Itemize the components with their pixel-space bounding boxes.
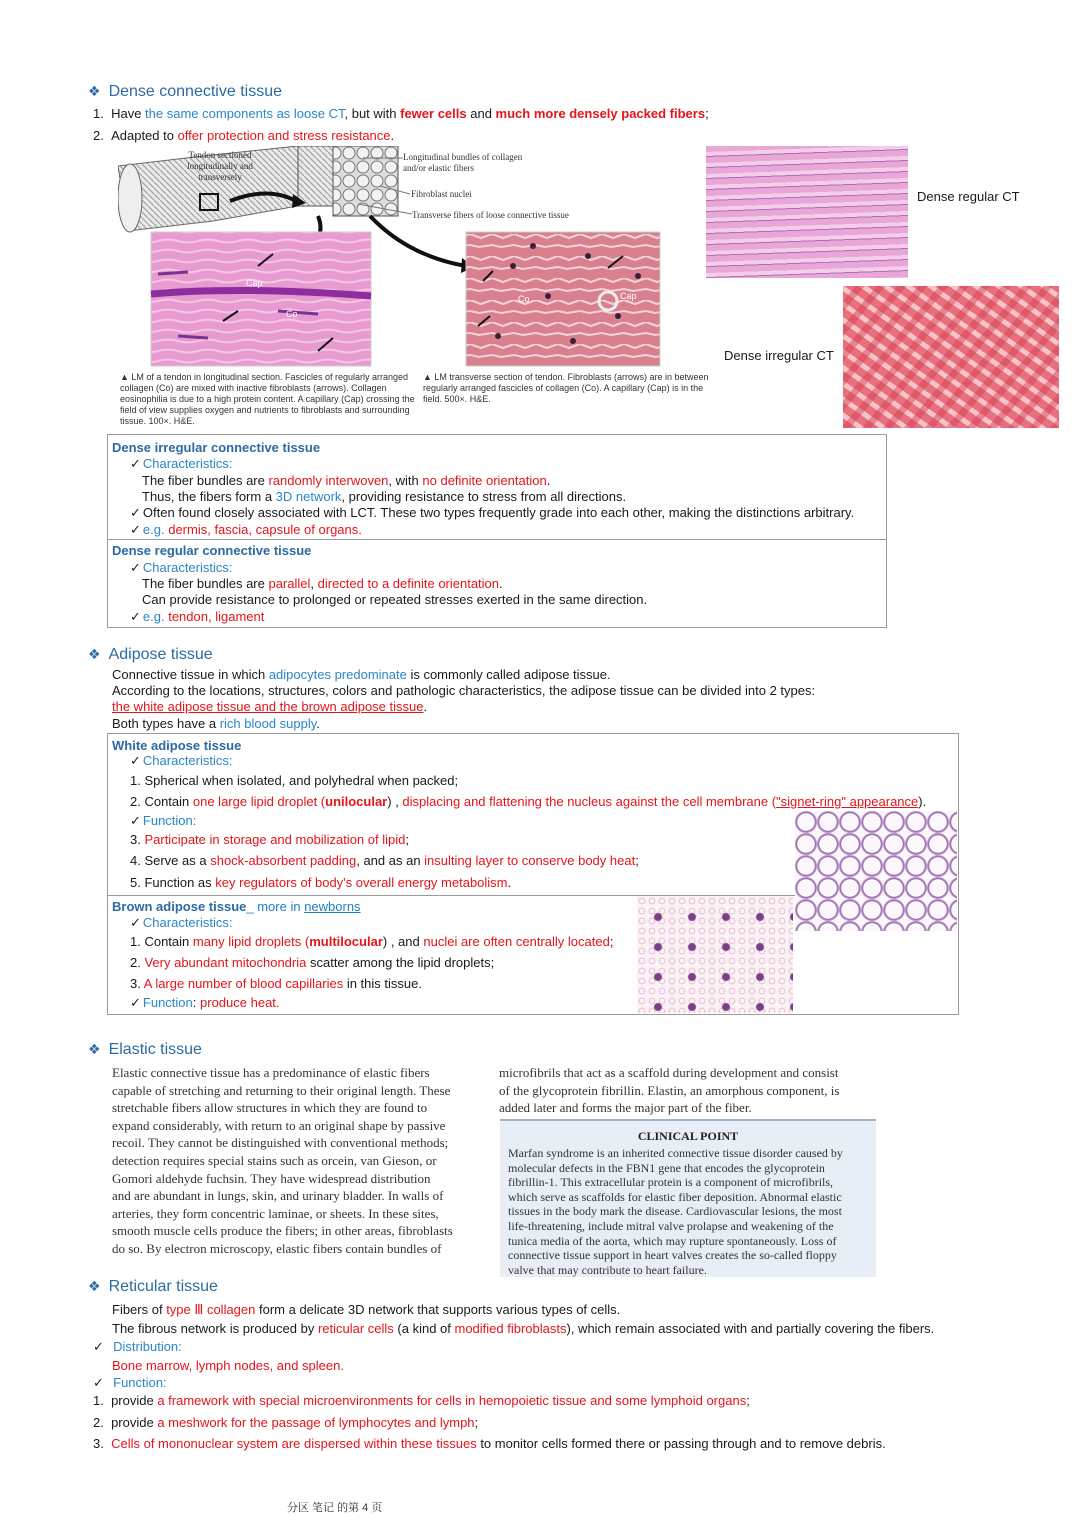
label-dense-regular: Dense regular CT — [917, 189, 1020, 204]
checkmark-icon: ✓ — [130, 505, 141, 520]
tag-cap-left: Cap — [246, 278, 263, 288]
reticular-dist-value: Bone marrow, lymph nodes, and spleen. — [112, 1358, 344, 1373]
white-i3: 3. Participate in storage and mobilization of lipid; — [130, 832, 409, 847]
checkmark-icon: ✓ — [93, 1375, 104, 1390]
dense-regular-title: Dense regular connective tissue — [112, 543, 312, 558]
label-tendon: Tendon sectioned longitudinally and transversely — [187, 150, 253, 182]
diamond-bullet-icon: ❖ — [88, 1278, 101, 1294]
brown-adipose-title: Brown adipose tissue_ more in newborns — [112, 899, 361, 914]
dense-irregular-title: Dense irregular connective tissue — [112, 440, 321, 455]
reticular-f2: 2. provide a meshwork for the passage of lymphocytes and lymph; — [93, 1415, 479, 1430]
adipose-l1: Connective tissue in which adipocytes predominate is commonly called adipose tissue. — [112, 667, 611, 682]
checkmark-icon: ✓ — [130, 609, 141, 624]
white-adipose-title: White adipose tissue — [112, 738, 242, 753]
checkmark-icon: ✓ — [130, 560, 141, 575]
dense-irregular-l3: ✓ Often found closely associated with LCT. These two types frequently grade into each other, making the distinctions arbitrary. — [130, 505, 855, 520]
label-collagen-bundles: Longitudinal bundles of collagen and/or elastic fibers — [403, 152, 523, 173]
brown-i2: 2. Very abundant mitochondria scatter among the lipid droplets; — [130, 955, 495, 970]
dense-point-1: 1. Have the same components as loose CT, but with fewer cells and much more densely packed fibers; — [93, 106, 709, 121]
clinical-point-box — [500, 1119, 876, 1277]
white-i5: 5. Function as key regulators of body's overall energy metabolism. — [130, 875, 512, 890]
section-heading-adipose: ❖ Adipose tissue — [88, 646, 213, 663]
white-i4: 4. Serve as a shock-absorbent padding, and as an insulting layer to conserve body heat; — [130, 853, 639, 868]
dense-irregular-eg: ✓ e.g. dermis, fascia, capsule of organs. — [130, 522, 362, 537]
section-heading-reticular: ❖ Reticular tissue — [88, 1278, 218, 1295]
tendon-figure — [118, 146, 718, 430]
white-i1: 1. Spherical when isolated, and polyhedral when packed; — [130, 773, 459, 788]
reticular-f3: 3. Cells of mononuclear system are dispersed within these tissues to monitor cells formed there or passing through and to remove debris. — [93, 1436, 886, 1451]
diamond-bullet-icon: ❖ — [88, 83, 101, 99]
adipose-l4: Both types have a rich blood supply. — [112, 716, 320, 731]
white-adipose-micrograph — [795, 811, 957, 931]
section-heading-dense: ❖ Dense connective tissue — [88, 83, 282, 100]
section-heading-elastic: ❖ Elastic tissue — [88, 1041, 202, 1058]
elastic-text-col1: Elastic connective tissue has a predominance of elastic fibers capable of stretching and returning to their original length. These stretchable fibers allow structures in which they are found to expand considerably, with return to an original shape by passive recoil. They cannot be distinguished with conventional methods; detection requires special stains such as orcein, van Gieson, or Gomori aldehyde fuchsin. They have widespread distribution and are abundant in lungs, skin, and urinary bladder. In walls of arteries, they form concentric laminae, or sheets. In these sites, smooth muscle cells produce the fibers; in other areas, fibroblasts do so. By electron microscopy, elastic fibers contain bundles of — [112, 1065, 453, 1256]
label-dense-irregular: Dense irregular CT — [724, 348, 834, 363]
reticular-l1: Fibers of type Ⅲ collagen form a delicate 3D network that supports various types of cells. — [112, 1302, 621, 1317]
diamond-bullet-icon: ❖ — [88, 1041, 101, 1057]
caption-longitudinal: ▲ LM of a tendon in longitudinal section. Fascicles of regularly arranged collagen (Co) are mixed with inactive fibroblasts (arrows). Collagen eosinophilia is due to a high protein content. A capillary (Cap) crossing the field of view supplies oxygen and nutrients to fibroblasts and surrounding tissue. 100×. H&E. — [120, 372, 415, 426]
clinical-point-text: Marfan syndrome is an inherited connective tissue disorder caused by molecular defects in the FBN1 gene that encodes the glycoprotein fibrillin-1. This extracellular protein is a component of microfibrils, which serve as scaffolds for elastic fiber deposition. Abnormal elastic tissues in the body mark the disease. Cardiovascular lesions, the most life-threatening, include mitral valve prolapse and weakening of the tunica media of the aorta, which may rupture spontaneously. Loss of connective tissue support in heart valves creates the so-called floppy valve that may contribute to heart failure. — [508, 1146, 843, 1277]
dense-irregular-l2: Thus, the fibers form a 3D network, providing resistance to stress from all directions. — [142, 489, 627, 504]
tag-co-right: Co — [518, 294, 530, 304]
tag-cap-right: Cap — [620, 291, 637, 301]
white-i2: 2. Contain one large lipid droplet (unilocular) , displacing and flattening the nucleus against the cell membrane ("signet-ring" appearance). — [130, 794, 927, 809]
elastic-text-col2: microfibrils that act as a scaffold during development and consist of the glycoprotein fibrillin. Elastin, an amorphous component, is added later and forms the major part of the fiber. — [499, 1065, 840, 1116]
dense-irregular-char: ✓ Characteristics: — [130, 456, 233, 471]
brown-char: ✓ Characteristics: — [130, 915, 233, 930]
white-func: ✓ Function: — [130, 813, 197, 828]
dense-regular-eg: ✓ e.g. tendon, ligament — [130, 609, 265, 624]
box-divider — [108, 539, 886, 540]
checkmark-icon: ✓ — [130, 753, 141, 768]
checkmark-icon: ✓ — [130, 522, 141, 537]
dense-regular-char: ✓ Characteristics: — [130, 560, 233, 575]
white-char: ✓ Characteristics: — [130, 753, 233, 768]
tag-co-left: Co — [286, 309, 298, 319]
reticular-dist: ✓ Distribution: — [93, 1339, 182, 1354]
brown-func: ✓ Function: produce heat. — [130, 995, 280, 1010]
clinical-point-title: CLINICAL POINT — [637, 1129, 739, 1143]
dense-types-box — [107, 434, 887, 628]
brown-adipose-micrograph — [637, 896, 793, 1013]
reticular-l2: The fibrous network is produced by reticular cells (a kind of modified fibroblasts), which remain associated with and partially covering the fibers. — [112, 1321, 935, 1336]
caption-transverse: ▲ LM transverse section of tendon. Fibroblasts (arrows) are in between regularly arranged fascicles of collagen (Co). A capillary (Cap) is in the field. 500×. H&E. — [423, 372, 709, 404]
reticular-f1: 1. provide a framework with special microenvironments for cells in hemopoietic tissue and some lymphoid organs; — [93, 1393, 750, 1408]
checkmark-icon: ✓ — [130, 456, 141, 471]
page-footer: 分区 笔记 的第 4 页 — [287, 1502, 383, 1514]
label-fibroblast-nuclei: Fibroblast nuclei — [411, 189, 472, 199]
checkmark-icon: ✓ — [130, 995, 141, 1010]
brown-i3: 3. A large number of blood capillaries in this tissue. — [130, 976, 422, 991]
checkmark-icon: ✓ — [130, 915, 141, 930]
brown-i1: 1. Contain many lipid droplets (multilocular) , and nuclei are often centrally located; — [130, 934, 614, 949]
diamond-bullet-icon: ❖ — [88, 646, 101, 662]
adipose-l3: the white adipose tissue and the brown adipose tissue. — [112, 699, 428, 714]
reticular-func: ✓ Function: — [93, 1375, 167, 1390]
dense-point-2: 2. Adapted to offer protection and stress resistance. — [93, 128, 395, 143]
dense-regular-l1: The fiber bundles are parallel, directed to a definite orientation. — [142, 576, 503, 591]
label-transverse-fibers: Transverse fibers of loose connective tissue — [412, 210, 569, 220]
dense-regular-l2: Can provide resistance to prolonged or repeated stresses exerted in the same direction. — [142, 592, 648, 607]
checkmark-icon: ✓ — [130, 813, 141, 828]
dense-irregular-micrograph — [843, 286, 1059, 428]
dense-regular-micrograph — [706, 146, 908, 278]
adipose-l2: According to the locations, structures, colors and pathologic characteristics, the adipose tissue can be divided into 2 types: — [112, 683, 816, 698]
dense-irregular-l1: The fiber bundles are randomly interwoven, with no definite orientation. — [142, 473, 551, 488]
checkmark-icon: ✓ — [93, 1339, 104, 1354]
